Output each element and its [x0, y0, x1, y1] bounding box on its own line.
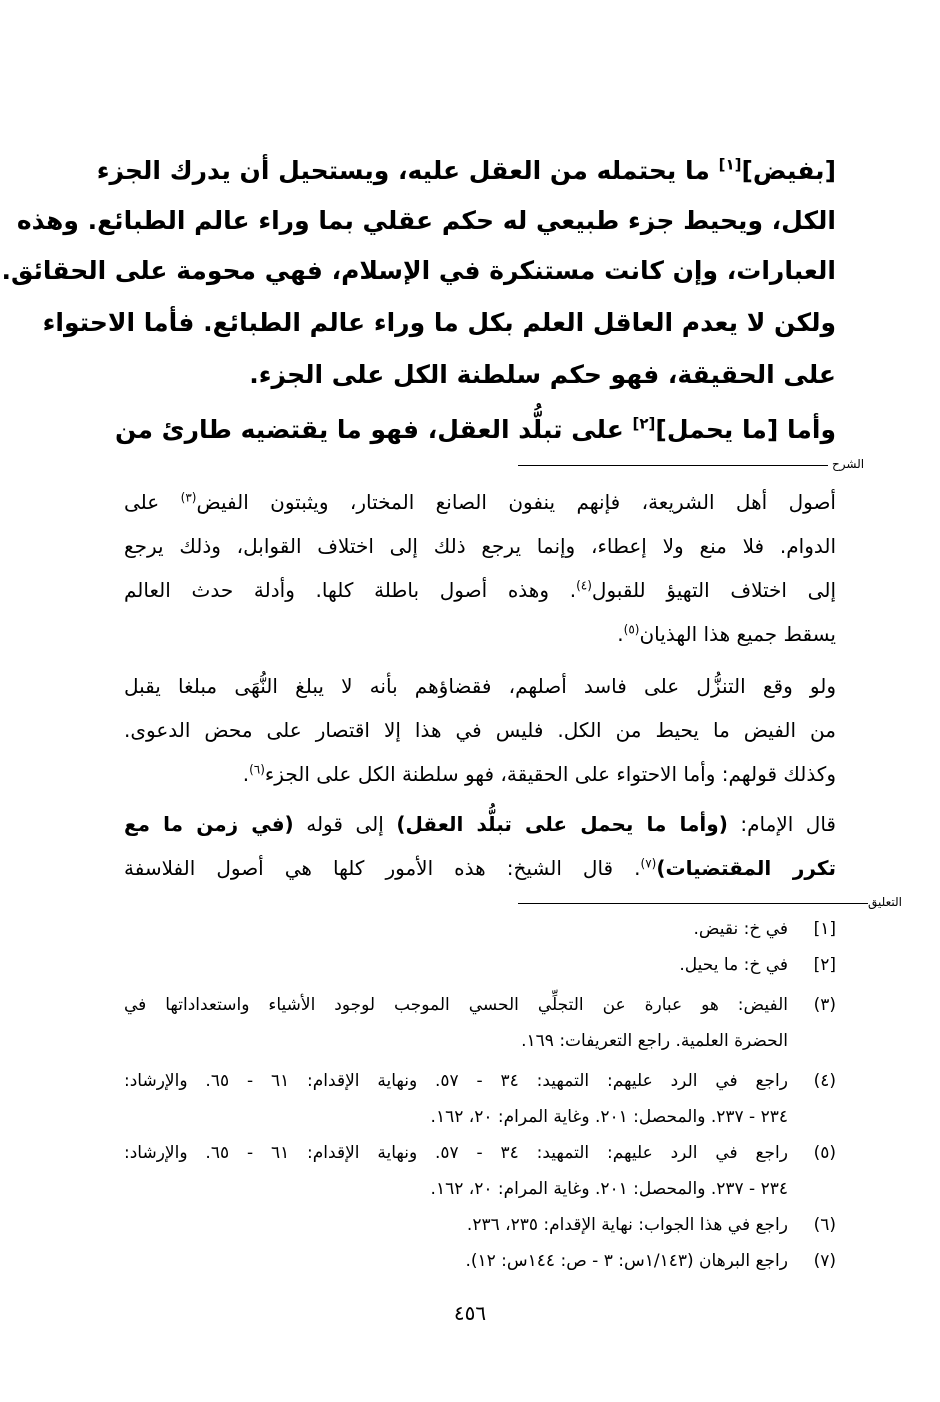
- main-line: ولكن لا يعدم العاقل العلم بكل ما وراء عالم الطبائع. فأما الاحتواء: [42, 308, 836, 337]
- commentary-line: من الفيض ما يحيط من الكل. فليس في هذا إلا اقتصار على محض الدعوى.: [124, 718, 836, 742]
- footnote-text: ٢٣٤ - ٢٣٧. والمحصل: ٢٠١. وغاية المرام: ٢٠، ١٦٢.: [430, 1179, 788, 1199]
- taliq-separator: [518, 903, 868, 904]
- footnote-text: راجع في هذا الجواب: نهاية الإقدام: ٢٣٥، ٢٣٦.: [466, 1215, 788, 1235]
- commentary-line: أصول أهل الشريعة، فإنهم ينفون الصانع المختار، ويثبتون الفيض$^{(٣)}$ على: [124, 490, 836, 514]
- footnote-text: ٢٣٤ - ٢٣٧. والمحصل: ٢٠١. وغاية المرام: ٢٠، ١٦٢.: [430, 1107, 788, 1127]
- commentary-line: قال الإمام: (وأما ما يحمل على تبلُّد العقل) إلى قوله (في زمن ما مع: [124, 812, 836, 836]
- commentary-line: تكرر المقتضيات)$^{(٧)}$. قال الشيخ: هذه الأمور كلها هي أصول الفلاسفة: [124, 856, 837, 880]
- commentary-line: ولو وقع التنزُّل على فاسد أصلهم، فقضاؤهم بأنه لا يبلغ النُّهَى مبلغا يقبل: [124, 674, 836, 698]
- main-line: [بفيض][١] ما يحتمله من العقل عليه، ويستحيل أن يدرك الجزء: [96, 155, 836, 185]
- page-number: ٤٥٦: [453, 1301, 487, 1325]
- footnote-number: (٣): [813, 995, 836, 1015]
- footnote-number: (٤): [813, 1071, 836, 1091]
- footnote-text: الفيض: هو عبارة عن التجلِّي الحسي الموجب لوجود الأشياء واستعداداتها في: [124, 995, 788, 1015]
- main-line: العبارات، وإن كانت مستنكرة في الإسلام، فهي محومة على الحقائق.: [1, 256, 836, 285]
- footnote-number: (٦): [813, 1215, 836, 1235]
- commentary-line: يسقط جميع هذا الهذيان$^{(٥)}$.: [617, 622, 836, 646]
- footnote-number: (٧): [813, 1251, 836, 1271]
- footnote-number: (٥): [813, 1143, 836, 1163]
- footnote-text: راجع في الرد عليهم: التمهيد: ٣٤ - ٥٧. ونهاية الإقدام: ٦١ - ٦٥. والإرشاد:: [124, 1071, 788, 1091]
- footnote-text: في خ: ما يحيل.: [679, 955, 788, 975]
- footnote-text: الحضرة العلمية. راجع التعريفات: ١٦٩.: [521, 1031, 788, 1051]
- footnote-text: راجع البرهان (١/١٤٣س: ٣ - ص: ١٤٤س: ١٢).: [465, 1251, 788, 1271]
- taliq-label: التعليق: [868, 895, 903, 909]
- sharh-separator: [518, 465, 828, 466]
- sharh-label: الشرح: [832, 457, 865, 471]
- footnote-text: في خ: نقيض.: [693, 919, 788, 939]
- footnote-text: راجع في الرد عليهم: التمهيد: ٣٤ - ٥٧. ونهاية الإقدام: ٦١ - ٦٥. والإرشاد:: [124, 1143, 788, 1163]
- footnote-number: [١]: [813, 919, 836, 939]
- commentary-line: وكذلك قولهم: وأما الاحتواء على الحقيقة، فهو سلطنة الكل على الجزء$^{(٦)}$.: [242, 762, 836, 786]
- footnote-number: [٢]: [813, 955, 836, 975]
- main-line: على الحقيقة، فهو حكم سلطنة الكل على الجزء.: [249, 360, 836, 389]
- main-line: الكل، ويحيط جزء طبيعي له حكم عقلي بما وراء عالم الطبائع. وهذه: [16, 206, 836, 235]
- commentary-line: إلى اختلاف التهيؤ للقبول$^{(٤)}$. وهذه أصول باطلة كلها. وأدلة حدث العالم: [124, 578, 837, 602]
- main-line: وأما [ما يحمل][٢] على تبلُّد العقل، فهو ما يقتضيه طارئ من: [115, 414, 836, 444]
- commentary-line: الدوام. فلا منع ولا إعطاء، وإنما يرجع ذلك إلى اختلاف القوابل، وذلك يرجع: [124, 534, 836, 558]
